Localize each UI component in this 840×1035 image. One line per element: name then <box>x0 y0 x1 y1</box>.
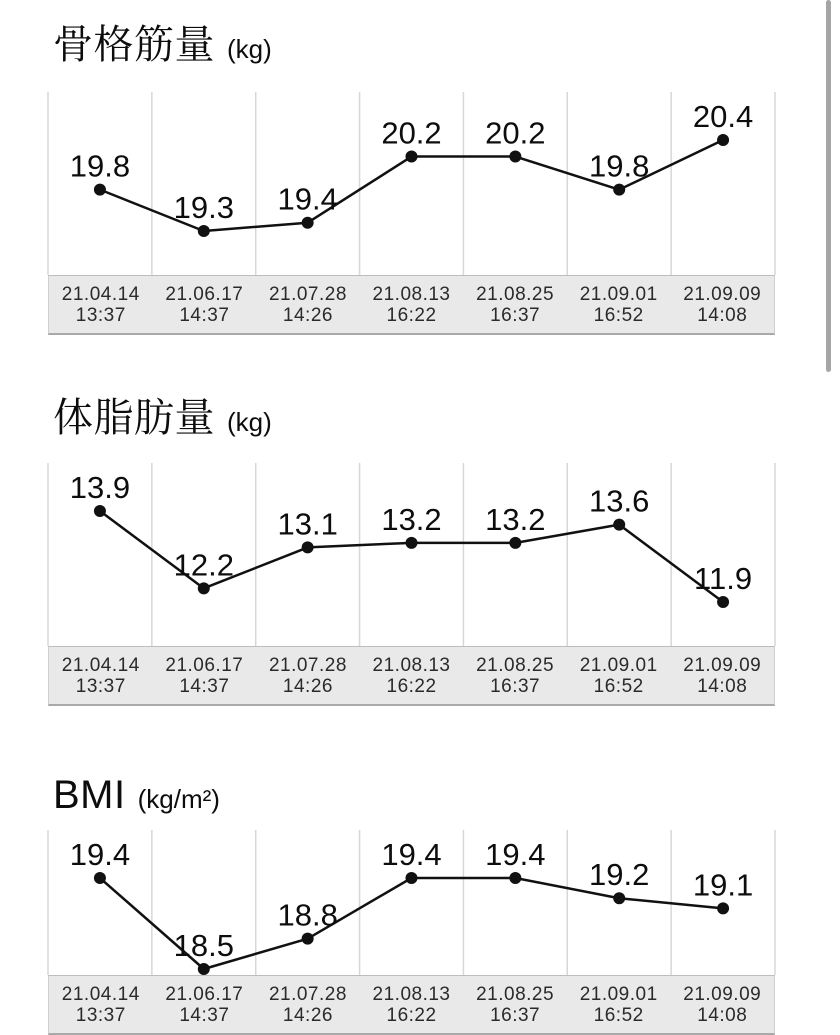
x-axis-time: 14:08 <box>697 1005 748 1026</box>
x-axis-label <box>567 984 671 1026</box>
data-point <box>613 892 625 904</box>
x-axis-time: 16:22 <box>386 1005 437 1026</box>
x-axis-time: 16:52 <box>593 676 644 697</box>
x-axis-date: 21.04.14 <box>61 284 140 305</box>
x-axis-time: 13:37 <box>75 1005 126 1026</box>
x-axis-date: 21.08.13 <box>372 655 451 676</box>
x-axis-date: 21.07.28 <box>268 284 347 305</box>
chart-plot-skeletal-muscle[interactable] <box>48 92 775 275</box>
x-axis-label <box>670 984 774 1026</box>
data-point <box>613 184 625 196</box>
x-axis-time: 16:22 <box>386 676 437 697</box>
data-point <box>717 596 729 608</box>
x-axis-time: 16:52 <box>593 1005 644 1026</box>
data-point <box>198 582 210 594</box>
data-point <box>717 134 729 146</box>
x-axis-label <box>153 984 257 1026</box>
x-axis-time: 16:37 <box>490 1005 541 1026</box>
chart-plot-bmi[interactable] <box>48 830 775 975</box>
x-axis-label <box>153 284 257 326</box>
point-value-label: 19.4 <box>381 837 442 872</box>
chart-title-unit: (kg/m²) <box>137 784 220 814</box>
x-axis-time: 14:08 <box>697 305 748 326</box>
point-value-label: 20.4 <box>692 99 754 134</box>
x-axis-time: 13:37 <box>75 305 126 326</box>
data-point <box>509 537 521 549</box>
point-value-label: 19.1 <box>692 867 754 903</box>
data-point <box>509 151 521 163</box>
x-axis-date: 21.04.14 <box>61 655 140 676</box>
x-axis-date: 21.09.01 <box>579 284 658 305</box>
x-axis-time: 14:37 <box>179 305 230 326</box>
chart-title-unit: (kg) <box>227 34 272 64</box>
vertical-scrollbar-thumb[interactable] <box>826 0 831 372</box>
data-point <box>717 902 729 914</box>
point-value-label: 19.2 <box>589 857 650 893</box>
point-value-label: 13.2 <box>485 501 546 537</box>
x-axis-label <box>153 655 257 697</box>
x-axis-label <box>670 284 774 326</box>
x-axis-time: 16:37 <box>490 305 541 326</box>
x-axis-time: 16:37 <box>490 676 541 697</box>
data-point <box>94 872 106 884</box>
x-axis-label <box>360 284 464 326</box>
x-axis-skeletal-muscle <box>48 275 775 335</box>
x-axis-date: 21.06.17 <box>165 655 244 676</box>
line-chart-body-fat <box>48 463 775 646</box>
x-axis-time: 16:52 <box>593 305 644 326</box>
x-axis-label <box>567 284 671 326</box>
chart-title-body-fat <box>53 335 840 447</box>
line-chart-skeletal-muscle <box>48 92 775 275</box>
point-value-label: 20.2 <box>381 115 442 151</box>
x-axis-date: 21.08.13 <box>372 984 451 1005</box>
x-axis-body-fat <box>48 646 775 706</box>
x-axis-date: 21.08.25 <box>476 984 555 1005</box>
point-value-label: 11.9 <box>694 561 753 596</box>
point-value-label: 19.3 <box>173 190 234 225</box>
x-axis-time: 14:26 <box>282 1005 333 1026</box>
data-point <box>302 541 314 553</box>
x-axis-date: 21.09.09 <box>683 284 762 305</box>
x-axis-time: 14:08 <box>697 676 748 697</box>
point-value-label: 18.8 <box>277 897 338 933</box>
data-point <box>302 933 314 945</box>
x-axis-date: 21.04.14 <box>61 984 140 1005</box>
x-axis-time: 16:22 <box>386 305 437 326</box>
point-value-label: 13.2 <box>381 501 442 537</box>
chart-block-bmi <box>0 706 840 1035</box>
x-axis-date: 21.09.09 <box>683 655 762 676</box>
x-axis-label <box>49 655 153 697</box>
x-axis-label <box>256 284 360 326</box>
data-point <box>406 151 418 163</box>
point-value-label: 19.8 <box>69 148 131 184</box>
point-value-label: 13.6 <box>589 483 650 519</box>
x-axis-label <box>567 655 671 697</box>
chart-title-text: 体脂肪量 <box>53 396 215 440</box>
x-axis-label <box>256 655 360 697</box>
data-point <box>198 963 210 975</box>
x-axis-label <box>463 284 567 326</box>
x-axis-time: 14:26 <box>282 676 333 697</box>
x-axis-date: 21.07.28 <box>268 655 347 676</box>
point-value-label: 19.8 <box>589 148 650 184</box>
data-point <box>94 505 106 517</box>
x-axis-date: 21.08.25 <box>476 655 555 676</box>
chart-title-text: 骨格筋量 <box>53 23 215 67</box>
x-axis-date: 21.09.09 <box>683 984 762 1005</box>
x-axis-bmi <box>48 975 775 1035</box>
x-axis-label <box>49 284 153 326</box>
x-axis-time: 14:37 <box>179 676 230 697</box>
chart-title-skeletal-muscle <box>53 0 840 74</box>
x-axis-date: 21.06.17 <box>165 284 244 305</box>
point-value-label: 13.9 <box>69 470 131 505</box>
x-axis-date: 21.09.01 <box>579 984 658 1005</box>
x-axis-date: 21.06.17 <box>165 984 244 1005</box>
x-axis-label <box>49 984 153 1026</box>
x-axis-date: 21.08.13 <box>372 284 451 305</box>
x-axis-date: 21.08.25 <box>476 284 555 305</box>
chart-block-skeletal-muscle <box>0 0 840 335</box>
chart-title-unit: (kg) <box>227 407 272 437</box>
x-axis-date: 21.07.28 <box>268 984 347 1005</box>
chart-block-body-fat <box>0 335 840 706</box>
data-point <box>613 519 625 531</box>
chart-plot-body-fat[interactable] <box>48 463 775 646</box>
x-axis-label <box>463 655 567 697</box>
chart-title-bmi <box>53 706 840 824</box>
x-axis-time: 14:37 <box>179 1005 230 1026</box>
point-value-label: 19.4 <box>485 837 546 872</box>
point-value-label: 19.4 <box>277 181 338 217</box>
x-axis-label <box>256 984 360 1026</box>
chart-title-text: BMI <box>53 773 126 817</box>
x-axis-label <box>360 655 464 697</box>
data-point <box>302 217 314 229</box>
x-axis-label <box>463 984 567 1026</box>
data-point <box>406 537 418 549</box>
data-point <box>198 225 210 237</box>
x-axis-date: 21.09.01 <box>579 655 658 676</box>
point-value-label: 13.1 <box>277 506 338 542</box>
x-axis-time: 13:37 <box>75 676 126 697</box>
point-value-label: 12.2 <box>173 547 234 583</box>
data-point <box>94 184 106 196</box>
data-point <box>406 872 418 884</box>
x-axis-time: 14:26 <box>282 305 333 326</box>
x-axis-label <box>670 655 774 697</box>
x-axis-label <box>360 984 464 1026</box>
data-point <box>509 872 521 884</box>
line-chart-bmi <box>48 830 775 975</box>
point-value-label: 20.2 <box>485 115 546 151</box>
point-value-label: 19.4 <box>69 837 131 872</box>
point-value-label: 18.5 <box>173 928 234 963</box>
